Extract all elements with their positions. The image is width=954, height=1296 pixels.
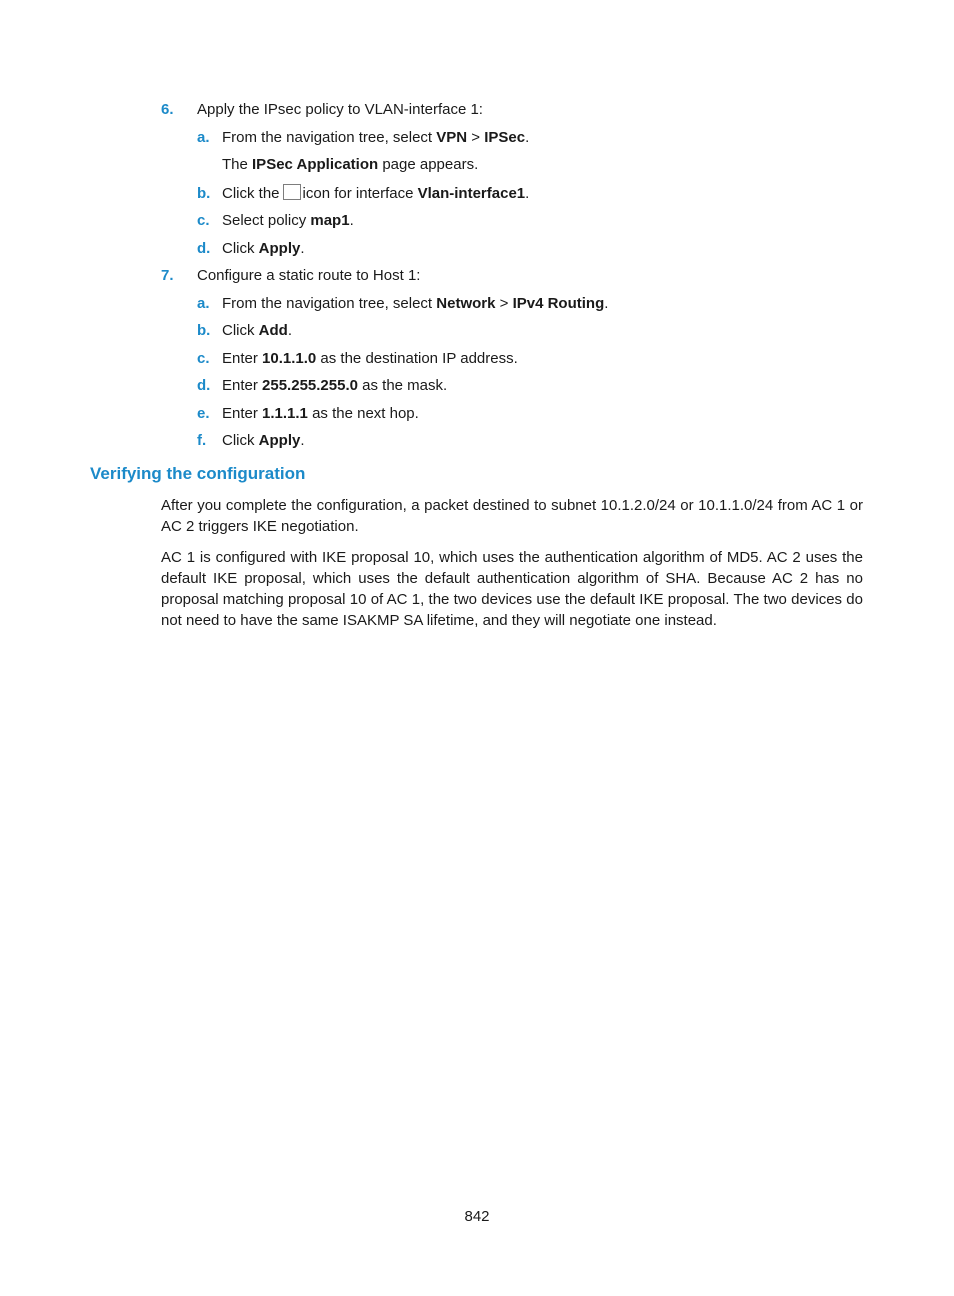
substep-letter: a. <box>197 295 210 312</box>
substep-letter: d. <box>197 240 211 257</box>
substep-text: Enter 10.1.1.0 as the destination IP address. <box>222 350 518 367</box>
paragraph: After you complete the configuration, a packet destined to subnet 10.1.2.0/24 or 10.1.1.0/24 from AC 1 or AC 2 triggers IKE negotiation. <box>161 497 863 535</box>
add-label: Add <box>258 322 288 339</box>
substep-text: Select policy map1. <box>222 212 354 229</box>
apply-policy-icon <box>283 184 301 200</box>
menu-ipsec: IPSec <box>484 129 526 146</box>
paragraph: AC 1 is configured with IKE proposal 10, which uses the authentication algorithm of MD5. AC 2 uses the default IKE proposal, which uses the default authentication algorithm of SHA. Because AC 2 has no proposal matching proposal 10 of AC 1, the two devices use the default IKE proposal. The two devices do not need to have the same ISAKMP SA lifetime, and they will negotiate one instead. <box>161 549 863 629</box>
interface-name: Vlan-interface1 <box>417 185 526 202</box>
substep-text: Click the icon for interface Vlan-interface1. <box>222 185 530 202</box>
substep-letter: a. <box>197 129 210 146</box>
substep-letter: b. <box>197 322 211 339</box>
substep-letter: c. <box>197 212 210 229</box>
menu-network: Network <box>436 295 496 312</box>
page-number: 842 <box>464 1208 490 1225</box>
page-name: IPSec Application <box>252 156 379 173</box>
substep-text: Click Apply. <box>222 432 305 449</box>
substep-letter: b. <box>197 185 211 202</box>
substep-text: Enter 1.1.1.1 as the next hop. <box>222 405 419 422</box>
step-text: Apply the IPsec policy to VLAN-interface 1: <box>197 101 483 118</box>
substep-text: Enter 255.255.255.0 as the mask. <box>222 377 448 394</box>
section-heading: Verifying the configuration <box>90 464 306 483</box>
apply-label: Apply <box>258 240 301 257</box>
menu-ipv4-routing: IPv4 Routing <box>512 295 605 312</box>
subnet-mask: 255.255.255.0 <box>262 377 358 394</box>
substep-letter: e. <box>197 405 210 422</box>
substep-text: Click Apply. <box>222 240 305 257</box>
substep-letter: d. <box>197 377 211 394</box>
menu-vpn: VPN <box>436 129 468 146</box>
substep-letter: c. <box>197 350 210 367</box>
policy-name: map1 <box>310 212 350 229</box>
destination-ip: 10.1.1.0 <box>262 350 317 367</box>
apply-label: Apply <box>258 432 301 449</box>
step-text: Configure a static route to Host 1: <box>197 267 421 284</box>
substep-text: From the navigation tree, select Network > IPv4 Routing. <box>222 295 609 312</box>
step-number: 7. <box>161 267 174 284</box>
substep-text: From the navigation tree, select VPN > IPSec. <box>222 129 530 146</box>
step-number: 6. <box>161 101 174 118</box>
substep-result: The IPSec Application page appears. <box>222 156 479 173</box>
substep-text: Click Add. <box>222 322 293 339</box>
next-hop: 1.1.1.1 <box>262 405 308 422</box>
substep-letter: f. <box>197 432 207 449</box>
